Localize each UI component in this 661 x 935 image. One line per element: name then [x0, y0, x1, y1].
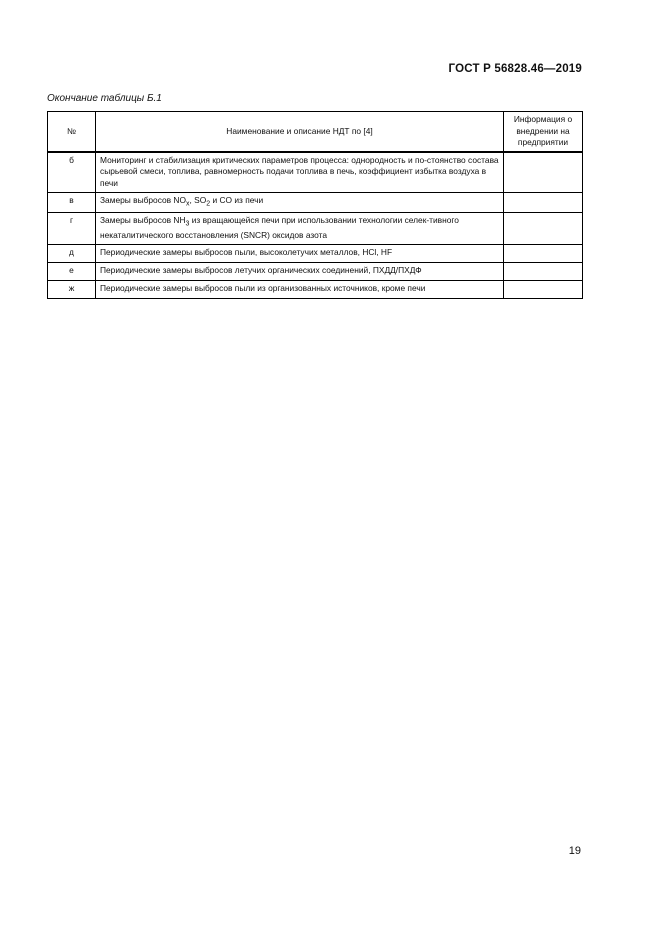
table-row [48, 152, 583, 193]
row-description: Периодические замеры выбросов пыли из организованных источников, кроме печи [96, 280, 504, 298]
desc-text: , SO [189, 195, 207, 205]
table-row [48, 262, 583, 280]
column-header-info: Информация о внедрении на предприятии [504, 112, 583, 152]
row-description: Мониторинг и стабилизация критических параметров процесса: однородность и по-стоянство состава сырьевой смеси, топлива, равномерность подачи топлива в печь, коэффициент избытка воздуха в печи [96, 152, 504, 193]
column-header-name: Наименование и описание НДТ по [4] [96, 112, 504, 152]
desc-text: Замеры выбросов NO [100, 195, 186, 205]
row-info-cell [504, 213, 583, 245]
table-row [48, 213, 583, 245]
table-row [48, 280, 583, 298]
row-info-cell [504, 152, 583, 193]
ndt-table [47, 111, 583, 299]
row-number: в [48, 193, 96, 213]
subscript: 2 [206, 200, 211, 208]
page-number: 19 [568, 845, 581, 857]
row-number: б [48, 152, 96, 193]
row-description: Периодические замеры выбросов летучих органических соединений, ПХДД/ПХДФ [96, 262, 504, 280]
row-info-cell [504, 244, 583, 262]
row-number: д [48, 244, 96, 262]
row-description [96, 213, 504, 245]
row-number: ж [48, 280, 96, 298]
row-info-cell [504, 262, 583, 280]
table-row [48, 193, 583, 213]
document-code: ГОСТ Р 56828.46—2019 [448, 63, 582, 75]
row-info-cell [504, 193, 583, 213]
column-header-number: № [48, 112, 96, 152]
subscript: x [186, 200, 190, 208]
desc-text: и CO из печи [210, 195, 264, 205]
desc-text: Замеры выбросов NH [100, 215, 186, 226]
row-number: е [48, 262, 96, 280]
row-number: г [48, 213, 96, 245]
subscript: 3 [185, 220, 190, 228]
table-row [48, 244, 583, 262]
row-description [96, 193, 504, 213]
row-description: Периодические замеры выбросов пыли, высоколетучих металлов, HCl, HF [96, 244, 504, 262]
table-caption: Окончание таблицы Б.1 [47, 93, 162, 104]
row-info-cell [504, 280, 583, 298]
table-header-row [48, 112, 583, 152]
desc-text: из вращающейся печи при использовании технологии селек-тивного некаталитического восстановления (SNCR) оксидов азота [100, 215, 459, 241]
